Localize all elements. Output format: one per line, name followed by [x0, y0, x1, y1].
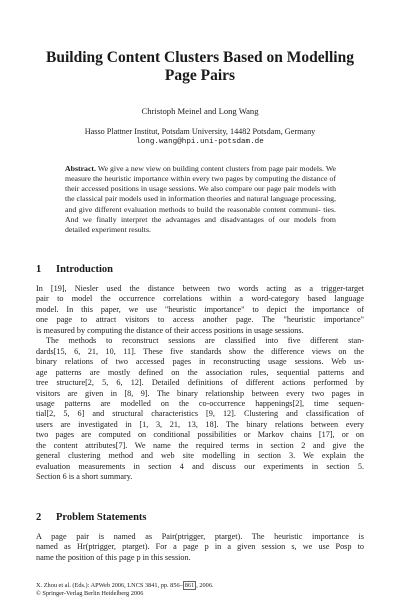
- citation-line: X. Zhou et al. (Eds.): APWeb 2006, LNCS 3841, pp. 856– 861 , 2006.: [36, 582, 214, 589]
- section-title: Problem Statements: [56, 512, 147, 523]
- abstract-line: by computing the distance of their accessed positions in usage sessions.: [65, 174, 336, 194]
- section-number: 2: [36, 512, 42, 523]
- text-line: two pages are computed on conditional possibilities or Markov chains [17], or on: [36, 430, 364, 440]
- text-line: users are investigated in [1, 3, 21, 13, 18]. The binary relations between every: [36, 419, 364, 429]
- text-line: pair to model the occurrence correlations within a word-category based language: [36, 294, 364, 304]
- text-line: evaluation measurements in section 4 and discuss our experiments in section 5.: [36, 461, 364, 471]
- title-line-1: Building Content Clusters Based on Modelling: [46, 49, 354, 66]
- text-line: the content attributes[7]. We name the required terms in section 2 and give the: [36, 440, 364, 450]
- abstract-label: Abstract.: [65, 164, 96, 173]
- abstract-line: Abstract. We give a new view on building content clusters from page: [65, 164, 284, 173]
- section-heading-problem-statements: [36, 511, 147, 524]
- affiliation: Hasso Plattner Institut, Potsdam University, 14482 Potsdam, Germany: [84, 127, 316, 136]
- text-line: visitors are given in [8, 9]. The binary relationship between every two pages in: [36, 388, 364, 398]
- text-line: Section 6 is a short summary.: [36, 472, 133, 482]
- text-line: dards[15, 6, 21, 10, 11]. These five standards show the difference views on the: [36, 346, 364, 356]
- problem-statements-body: [36, 532, 364, 563]
- text-line: one page to attract visitors to access another page. The "heuristic importance": [36, 315, 364, 325]
- paper-title: [30, 49, 370, 85]
- text-line: model. In this paper, we use "heuristic importance" to depict the importance of: [36, 304, 364, 314]
- copyright-line: © Springer-Verlag Berlin Heidelberg 2006: [36, 590, 144, 597]
- text-line: usage patterns are modelled on the co-occurrence happenings[2], time sequen-: [36, 398, 364, 408]
- text-line: binary relations of two accessed pages in reconstructing usage sessions. Web us-: [36, 357, 364, 367]
- text-line: A page pair is named as Pair(ptrigger, ptarget). The heuristic importance is: [36, 532, 364, 541]
- abstract: [65, 164, 336, 235]
- text-line: The methods to reconstruct sessions are classified into five different stan-: [46, 336, 364, 346]
- author-email: long.wang@hpi.uni-potsdam.de: [136, 138, 264, 146]
- text-line: tree structure[2, 5, 6, 12]. Detailed definitions of different actions performed by: [36, 378, 364, 388]
- text-line: name the position of this page p in this session.: [36, 552, 191, 562]
- section-heading-introduction: [36, 263, 113, 276]
- introduction-body: [36, 284, 364, 483]
- page-number-link[interactable]: 861: [184, 582, 195, 589]
- publication-footer: [36, 582, 214, 598]
- abstract-line: We also compare our page pair models with the classical pair models: [65, 184, 337, 204]
- section-number: 1: [36, 264, 42, 275]
- abstract-line: used in information theories and natural language processing, and give: [65, 194, 336, 214]
- abstract-line: different evaluation methods to build the reasonable content communi-: [94, 204, 321, 214]
- text-line: In [19], Niesler used the distance between two words acting as a trigger-target: [36, 284, 364, 293]
- abstract-line: models from detailed experiment results.: [65, 214, 336, 234]
- text-line: tial[2, 5, 6] and structural characteristics [9, 12]. Clustering and classification of: [36, 409, 364, 419]
- text-line: named as Hr(ptrigger, ptarget). For a page p in a given session s, we use Posp to: [36, 542, 364, 552]
- text-line: age patterns are mostly defined on the association rules, sequential patterns and: [36, 367, 364, 377]
- title-line-2: Page Pairs: [164, 67, 236, 84]
- abstract-line: pair models. We measure the heuristic importance within every two pages: [65, 164, 337, 184]
- paragraph: [36, 284, 364, 336]
- abstract-line: ties. And we finally interpret the advantages and disadvantages of our: [65, 204, 336, 224]
- text-line: is measured by computing the distance of their access positions in usage sessions.: [36, 325, 304, 335]
- section-title: Introduction: [56, 264, 113, 275]
- authors: Christoph Meinel and Long Wang: [141, 106, 259, 116]
- paragraph: [36, 336, 364, 482]
- text-line: general clustering method and web site modelling in section 3. We explain the: [36, 451, 364, 461]
